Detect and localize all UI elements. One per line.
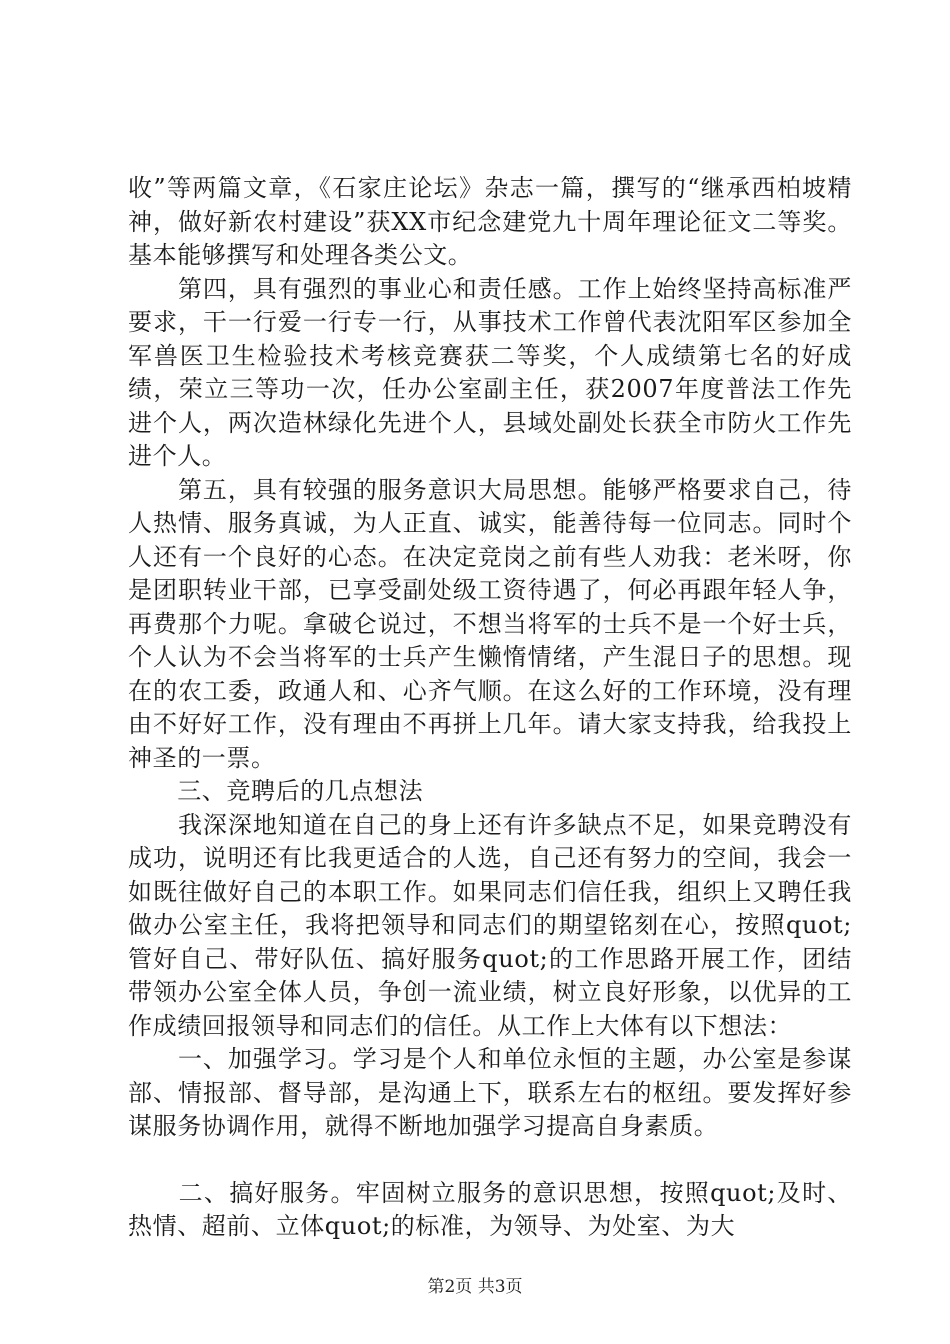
paragraph-fourth-point: 第四，具有强烈的事业心和责任感。工作上始终坚持高标准严要求，干一行爱一行专一行，从事技术工作曾代表沈阳军区参加全军兽医卫生检验技术考核竞赛获二等奖，个人成绩第七名的好成绩，荣立三等功一次，任办公室副主任，获2007年度普法工作先进个人，两次造林绿化先进个人，县域处副处长获全市防火工作先进个人。: [128, 274, 852, 470]
paragraph-continuation: 收”等两篇文章，《石家庄论坛》杂志一篇，撰写的“继承西柏坡精神，做好新农村建设”获XX市纪念建党九十周年理论征文二等奖。基本能够撰写和处理各类公文。: [128, 174, 852, 269]
section-heading-3: 三、竞聘后的几点想法: [128, 777, 424, 805]
paragraph-fifth-point: 第五，具有较强的服务意识大局思想。能够严格要求自己，待人热情、服务真诚，为人正直、诚实，能善待每一位同志。同时个人还有一个良好的心态。在决定竞岗之前有些人劝我：老米呀，你是团职转业干部，已享受副处级工资待遇了，何必再跟年轻人争，再费那个力呢。拿破仑说过，不想当将军的士兵不是一个好士兵，个人认为不会当将军的士兵产生懒惰情绪，产生混日子的思想。现在的农工委，政通人和、心齐气顺。在这么好的工作环境，没有理由不好好工作，没有理由不再拼上几年。请大家支持我，给我投上神圣的一票。: [128, 475, 852, 772]
paragraph-thoughts: 我深深地知道在自己的身上还有许多缺点不足，如果竞聘没有成功，说明还有比我更适合的人选，自己还有努力的空间，我会一如既往做好自己的本职工作。如果同志们信任我，组织上又聘任我做办公室主任，我将把领导和同志们的期望铭刻在心，按照quot;管好自己、带好队伍、搞好服务quot;的工作思路开展工作，团结带领办公室全体人员，争创一流业绩，树立良好形象，以优异的工作成绩回报领导和同志们的信任。从工作上大体有以下想法：: [128, 810, 852, 1040]
page-footer: 第2页 共3页: [427, 1277, 523, 1297]
document-body: [128, 172, 852, 1244]
paragraph-strengthen-study: 一、加强学习。学习是个人和单位永恒的主题，办公室是参谋部、情报部、督导部，是沟通上下，联系左右的枢纽。要发挥好参谋服务协调作用，就得不断地加强学习提高自身素质。: [128, 1045, 852, 1140]
paragraph-good-service: 二、搞好服务。牢固树立服务的意识思想，按照quot;及时、热情、超前、立体quot;的标准，为领导、为处室、为大: [128, 1178, 852, 1240]
